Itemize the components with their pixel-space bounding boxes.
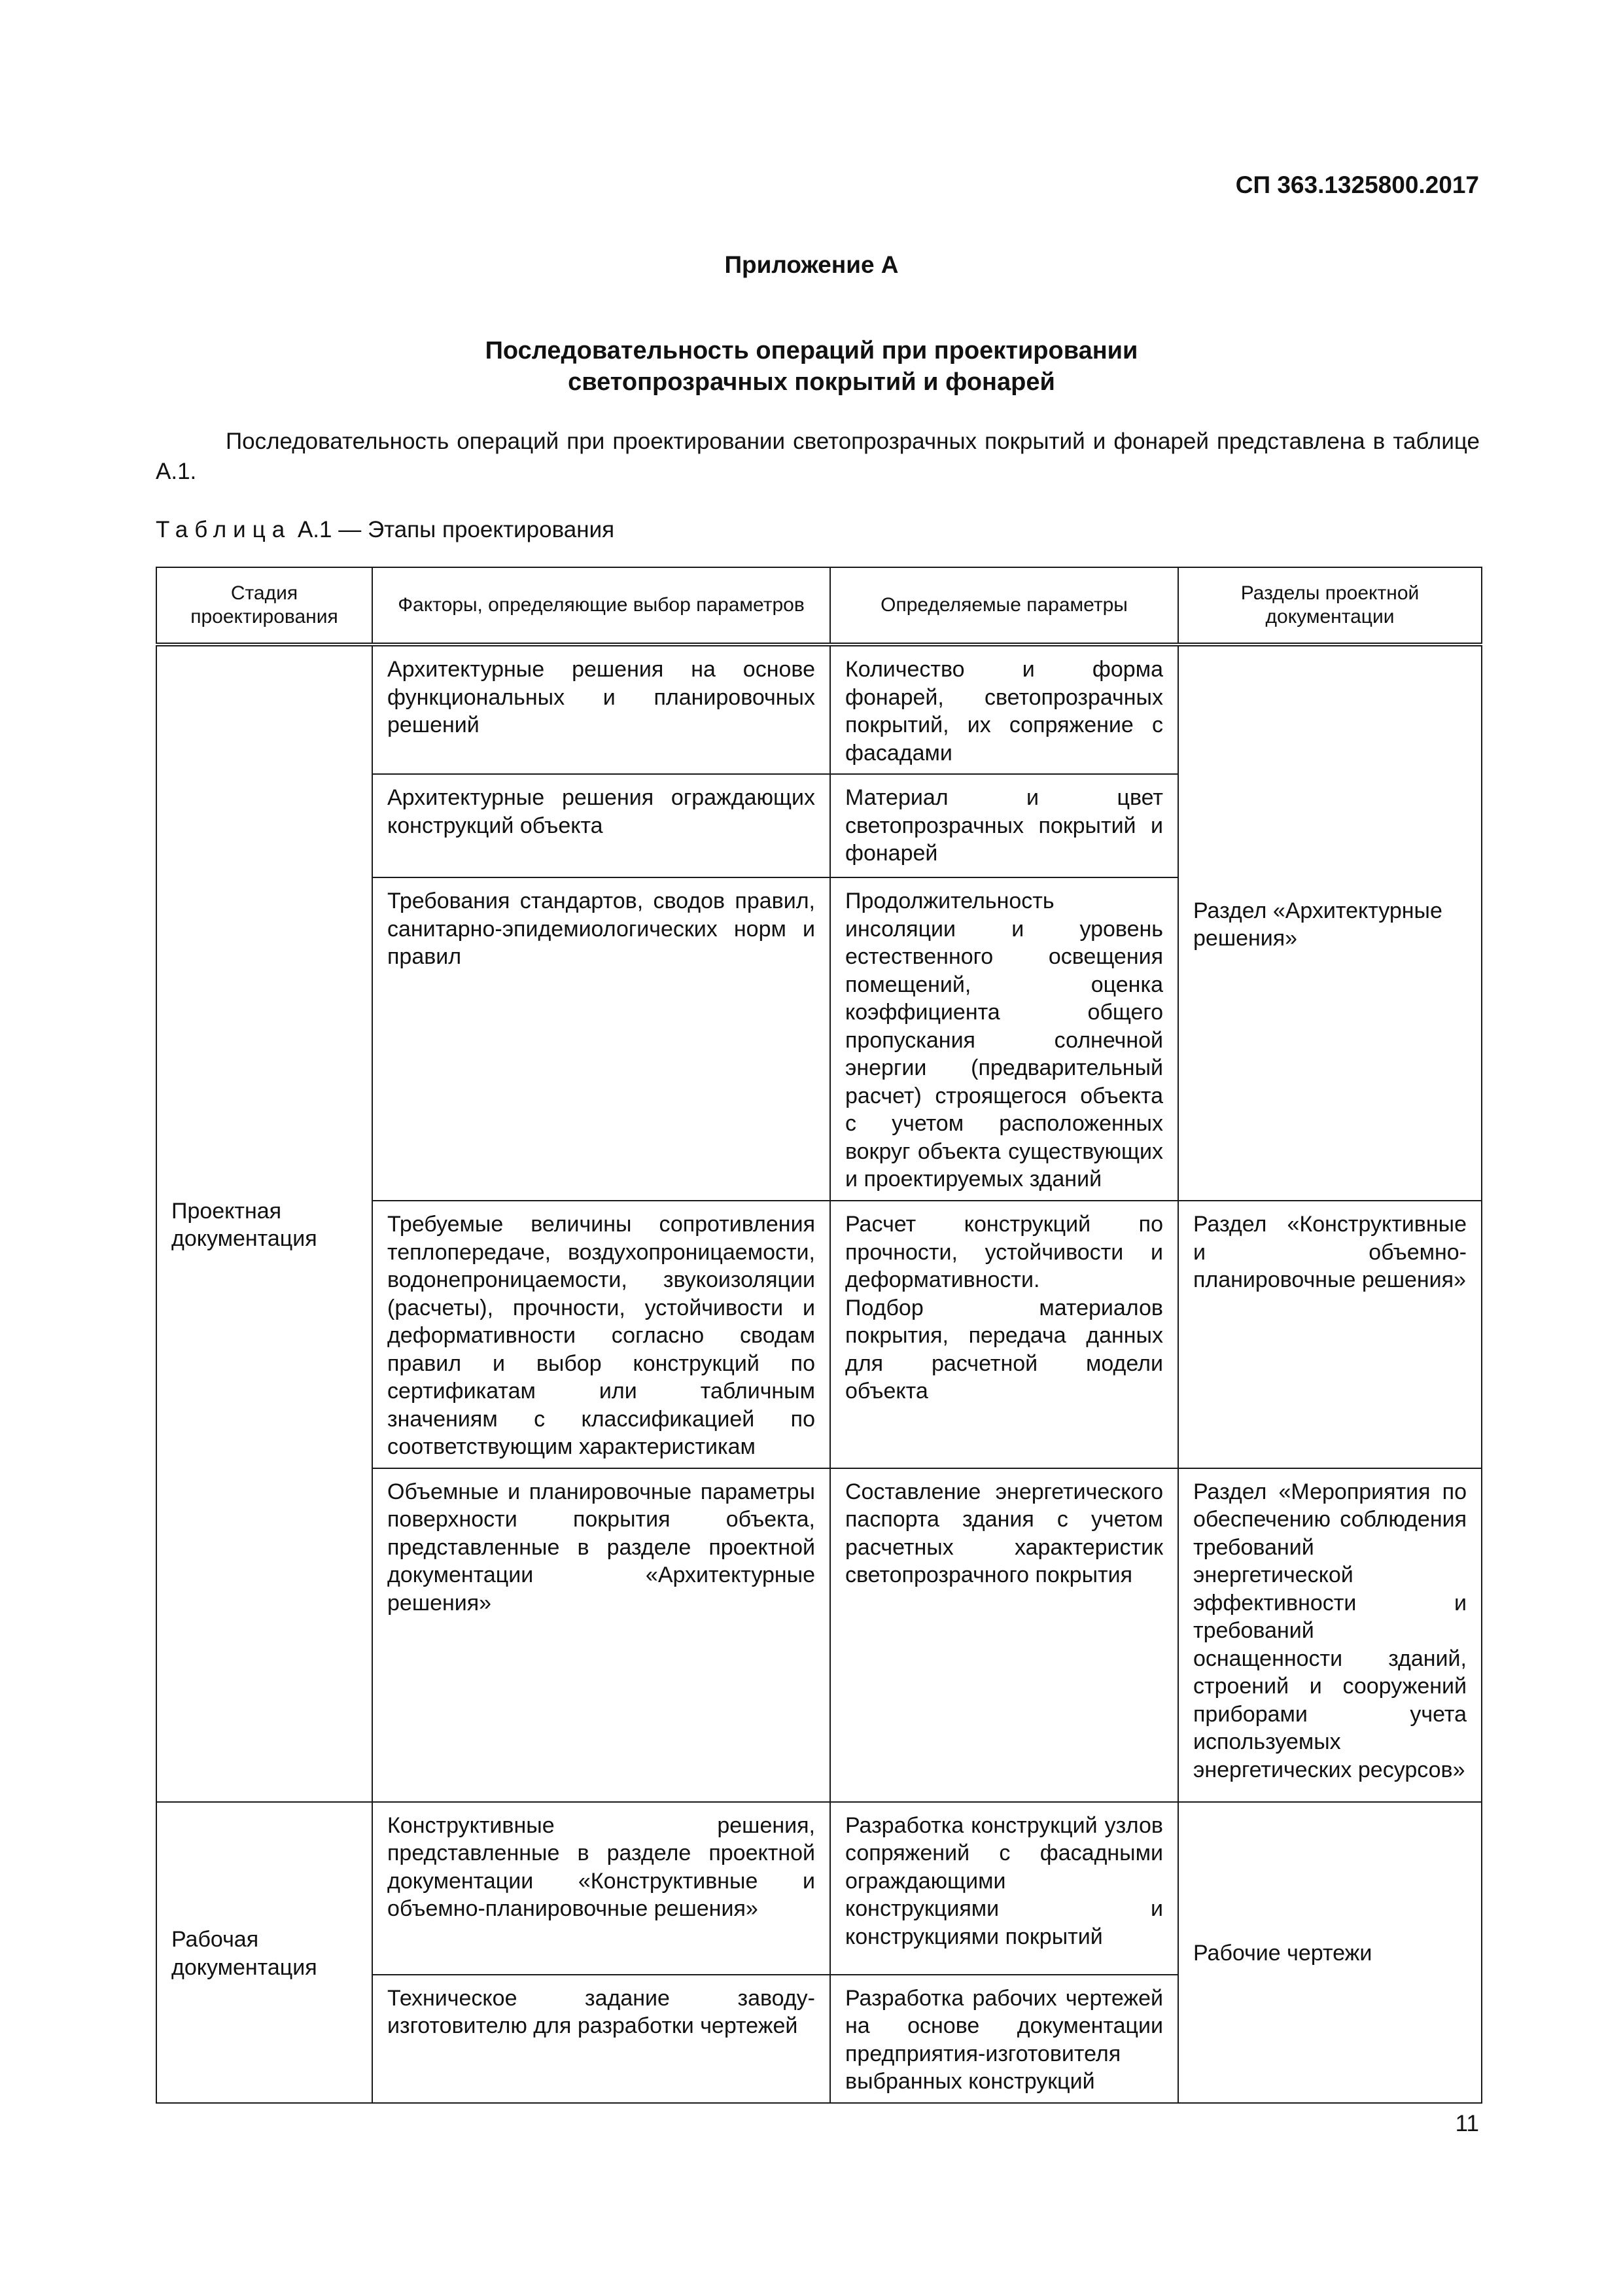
intro-paragraph: Последовательность операций при проектировании светопрозрачных покрытий и фонарей представлена в таблице А.1.	[156, 429, 1480, 484]
section-cell: Раздел «Конструктивные и объемно-планировочные решения»	[1178, 1201, 1482, 1468]
document-code: СП 363.1325800.2017	[1235, 171, 1479, 198]
appendix-title	[0, 335, 1623, 398]
stage-cell: Проектная документация	[156, 645, 372, 1802]
param-cell: Разработка конструкций узлов сопряжений с фасадными ограждающими конструкциями и конструкциями покрытий	[830, 1802, 1178, 1975]
param-cell: Разработка рабочих чертежей на основе документации предприятия-изготовителя выбранных конструкций	[830, 1975, 1178, 2103]
section-cell: Раздел «Мероприятия по обеспечению соблюдения требований энергетической эффективности и требований оснащенности зданий, строений и сооружений приборами учета используемых энергетических ресурсов»	[1178, 1468, 1482, 1802]
factor-cell: Техническое задание заводу-изготовителю для разработки чертежей	[372, 1975, 830, 2103]
factor-cell: Объемные и планировочные параметры поверхности покрытия объекта, представленные в разделе проектной документации «Архитектурные решения»	[372, 1468, 830, 1802]
param-cell: Составление энергетического паспорта здания с учетом расчетных характеристик светопрозрачного покрытия	[830, 1468, 1178, 1802]
table-caption-text: А.1 — Этапы проектирования	[291, 517, 615, 542]
design-stages-table	[156, 567, 1482, 2104]
table-row	[156, 1802, 1482, 1975]
header-sections: Разделы проектной документации	[1178, 567, 1482, 645]
table-header-row	[156, 567, 1482, 645]
table-row	[156, 645, 1482, 774]
factor-cell: Требования стандартов, сводов правил, санитарно-эпидемиологических норм и правил	[372, 877, 830, 1201]
param-cell: Количество и форма фонарей, светопрозрачных покрытий, их сопряжение с фасадами	[830, 645, 1178, 774]
param-text: Подбор материалов покрытия, передача данных для расчетной модели объекта	[845, 1295, 1163, 1404]
param-cell: Материал и цвет светопрозрачных покрытий и фонарей	[830, 774, 1178, 877]
factor-cell: Архитектурные решения ограждающих конструкций объекта	[372, 774, 830, 877]
header-stage: Стадия проектирования	[156, 567, 372, 645]
factor-cell: Требуемые величины сопротивления теплопередаче, воздухопроницаемости, водонепроницаемости, звукоизоляции (расчеты), прочности, устойчивости и деформативности согласно сводам правил и выбор конструкций по сертификатам или табличным значениям с классификацией по соответствующим характеристикам	[372, 1201, 830, 1468]
section-cell: Раздел «Архитектурные решения»	[1178, 645, 1482, 1201]
appendix-title-line-1: Последовательность операций при проектировании	[485, 337, 1138, 364]
table-caption-word: Таблица	[156, 517, 292, 542]
factor-cell: Архитектурные решения на основе функциональных и планировочных решений	[372, 645, 830, 774]
header-params: Определяемые параметры	[830, 567, 1178, 645]
header-factors: Факторы, определяющие выбор параметров	[372, 567, 830, 645]
section-cell: Рабочие чертежи	[1178, 1802, 1482, 2103]
table-caption	[156, 517, 614, 543]
appendix-title-line-2: светопрозрачных покрытий и фонарей	[568, 368, 1055, 396]
param-cell	[830, 1201, 1178, 1468]
appendix-label: Приложение А	[724, 251, 899, 278]
stage-cell: Рабочая документация	[156, 1802, 372, 2103]
factor-cell: Конструктивные решения, представленные в разделе проектной документации «Конструктивные и объемно-планировочные решения»	[372, 1802, 830, 1975]
param-text: Расчет конструкций по прочности, устойчивости и деформативности.	[845, 1212, 1163, 1292]
page-number: 11	[1455, 2111, 1479, 2136]
param-cell: Продолжительность инсоляции и уровень естественного освещения помещений, оценка коэффициента общего пропускания солнечной энергии (предварительный расчет) строящегося объекта с учетом расположенных вокруг объекта существующих и проектируемых зданий	[830, 877, 1178, 1201]
